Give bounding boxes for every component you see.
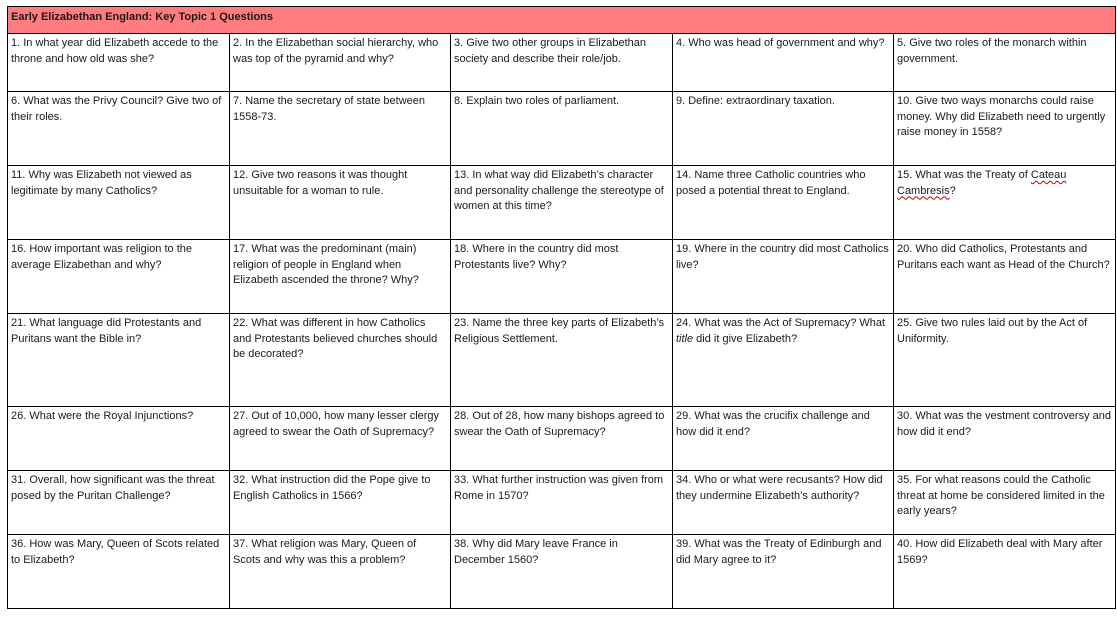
question-cell: 39. What was the Treaty of Edinburgh and did Mary agree to it? [673,535,894,609]
question-cell: 11. Why was Elizabeth not viewed as legitimate by many Catholics? [8,166,230,240]
table-row [8,535,1116,609]
question-cell: 14. Name three Catholic countries who posed a potential threat to England. [673,166,894,240]
question-cell: 33. What further instruction was given from Rome in 1570? [451,471,673,535]
question-cell: 3. Give two other groups in Elizabethan society and describe their role/job. [451,34,673,92]
question-cell: 20. Who did Catholics, Protestants and Puritans each want as Head of the Church? [894,240,1116,314]
q15-word-cambresis: Cambresis [897,184,950,197]
question-cell: 40. How did Elizabeth deal with Mary after 1569? [894,535,1116,609]
question-cell: 31. Overall, how significant was the threat posed by the Puritan Challenge? [8,471,230,535]
question-cell: 25. Give two rules laid out by the Act of Uniformity. [894,314,1116,407]
question-cell: 36. How was Mary, Queen of Scots related to Elizabeth? [8,535,230,609]
question-cell: 27. Out of 10,000, how many lesser clergy agreed to swear the Oath of Supremacy? [230,407,451,471]
table-row [8,92,1116,166]
question-cell: 32. What instruction did the Pope give to English Catholics in 1566? [230,471,451,535]
question-cell: 38. Why did Mary leave France in December 1560? [451,535,673,609]
question-cell-15 [894,166,1116,240]
question-cell: 4. Who was head of government and why? [673,34,894,92]
question-cell: 26. What were the Royal Injunctions? [8,407,230,471]
q15-suffix: ? [949,184,956,197]
table-row [8,240,1116,314]
table-row [8,166,1116,240]
question-cell: 13. In what way did Elizabeth’s character and personality challenge the stereotype of women at this time? [451,166,673,240]
question-cell: 16. How important was religion to the average Elizabethan and why? [8,240,230,314]
question-cell: 22. What was different in how Catholics and Protestants believed churches should be decorated? [230,314,451,407]
question-cell: 7. Name the secretary of state between 1558-73. [230,92,451,166]
table-row [8,471,1116,535]
question-cell: 8. Explain two roles of parliament. [451,92,673,166]
question-cell: 37. What religion was Mary, Queen of Scots and why was this a problem? [230,535,451,609]
question-cell: 6. What was the Privy Council? Give two of their roles. [8,92,230,166]
question-cell: 30. What was the vestment controversy and how did it end? [894,407,1116,471]
question-cell: 35. For what reasons could the Catholic threat at home be considered limited in the early years? [894,471,1116,535]
question-cell-24 [673,314,894,407]
question-cell: 2. In the Elizabethan social hierarchy, who was top of the pyramid and why? [230,34,451,92]
question-cell: 9. Define: extraordinary taxation. [673,92,894,166]
q24-italic-title: title [676,332,694,345]
q15-prefix: 15. What was the Treaty of [897,169,1031,181]
table-row [8,314,1116,407]
q15-word-cateau: Cateau [1030,169,1067,181]
question-cell: 17. What was the predominant (main) religion of people in England when Elizabeth ascended the throne? Why? [230,240,451,314]
table-row [8,34,1116,92]
question-cell: 19. Where in the country did most Catholics live? [673,240,894,314]
question-cell: 21. What language did Protestants and Puritans want the Bible in? [8,314,230,407]
question-cell: 5. Give two roles of the monarch within government. [894,34,1116,92]
table-row [8,407,1116,471]
question-cell: 29. What was the crucifix challenge and how did it end? [673,407,894,471]
question-cell: 10. Give two ways monarchs could raise money. Why did Elizabeth need to urgently raise money in 1558? [894,92,1116,166]
q24-prefix: 24. What was the Act of Supremacy? What [676,317,886,329]
question-cell: 18. Where in the country did most Protestants live? Why? [451,240,673,314]
document-title: Early Elizabethan England: Key Topic 1 Questions [8,7,1116,34]
questions-table [7,6,1116,609]
question-cell: 28. Out of 28, how many bishops agreed to swear the Oath of Supremacy? [451,407,673,471]
question-cell: 1. In what year did Elizabeth accede to the throne and how old was she? [8,34,230,92]
question-cell: 34. Who or what were recusants? How did they undermine Elizabeth’s authority? [673,471,894,535]
question-cell: 23. Name the three key parts of Elizabeth’s Religious Settlement. [451,314,673,407]
question-cell: 12. Give two reasons it was thought unsuitable for a woman to rule. [230,166,451,240]
q24-suffix: did it give Elizabeth? [693,332,798,345]
